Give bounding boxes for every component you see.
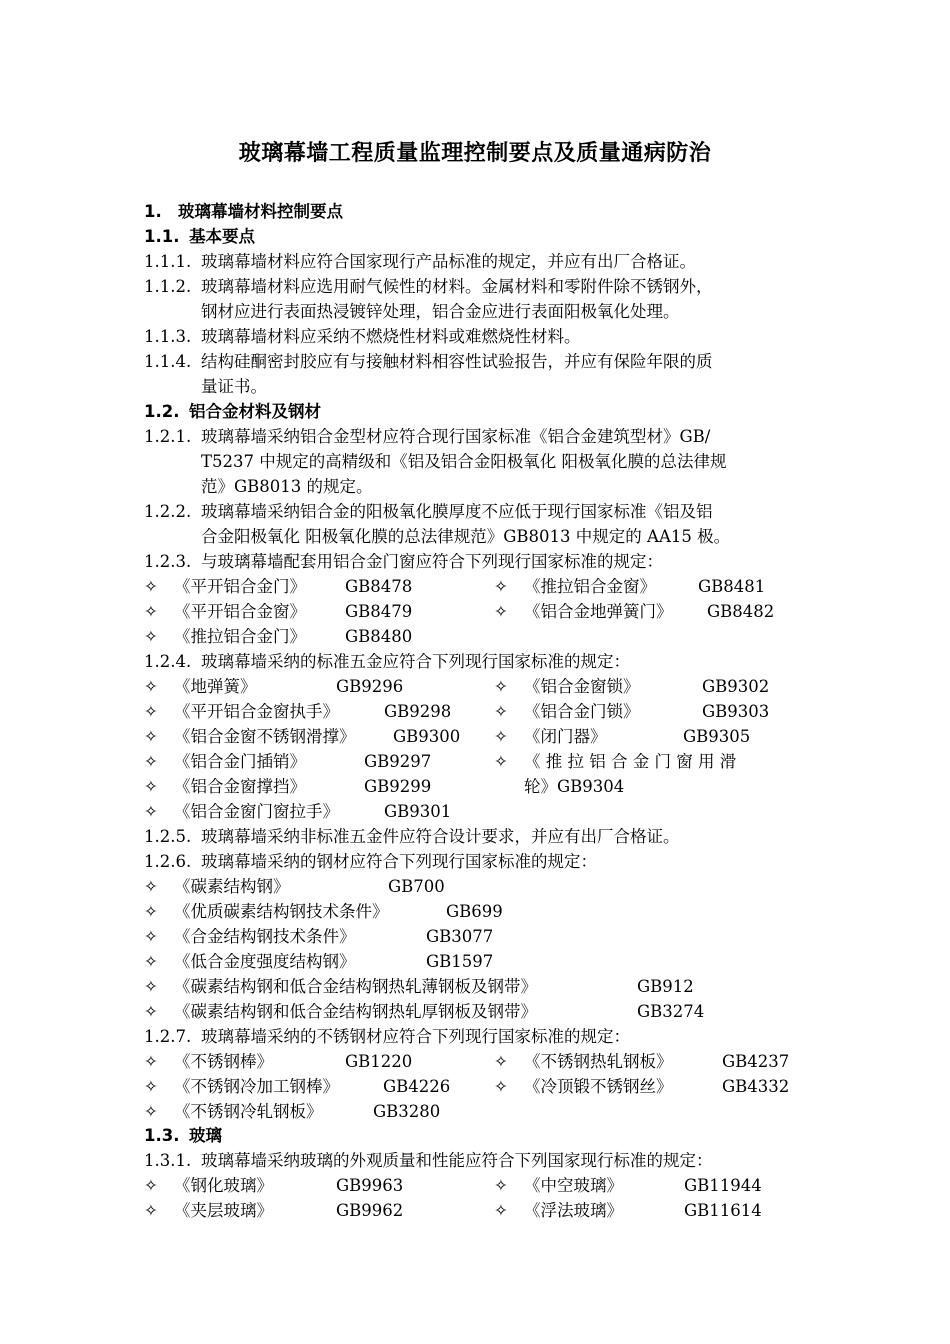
standard-name: 《不锈钢棒》 [174,1052,273,1071]
clause-number: 1.2.7. [144,1027,192,1046]
standard-code: GB9301 [384,802,452,821]
clause-text: 与玻璃幕墙配套用铝合金门窗应符合下列现行国家标准的规定： [201,552,663,571]
standard-list-item [144,699,484,724]
bullet-icon: ✧ [494,677,508,696]
bullet-icon: ✧ [144,752,158,771]
section-title: 基本要点 [189,227,255,246]
standard-name: 《铝合金窗撑挡》 [174,777,306,796]
page-title: 玻璃幕墙工程质量监理控制要点及质量通病防治 [238,141,712,166]
clause-number: 1.2.4. [144,652,192,671]
standard-code: GB11944 [684,1176,762,1195]
bullet-icon: ✧ [144,577,158,596]
standard-name: 《铝合金窗锁》 [524,677,640,696]
standard-code: GB8479 [345,602,413,621]
clause-text: 玻璃幕墙材料应选用耐气候性的材料。金属材料和零附件除不锈钢外， [201,277,713,296]
clause-text: 玻璃幕墙采纳的标准五金应符合下列现行国家标准的规定： [201,652,630,671]
bullet-icon: ✧ [144,602,158,621]
bullet-icon: ✧ [494,1052,508,1071]
clause-text: 玻璃幕墙材料应采纳不燃烧性材料或难燃烧性材料。 [201,327,581,346]
bullet-icon: ✧ [494,1176,508,1195]
clause-text: 玻璃幕墙采纳铝合金的阳极氧化膜厚度不应低于现行国家标准《铝及铝 [201,502,713,521]
standard-list-item [144,774,484,799]
standard-list-item [494,1074,806,1099]
standard-list-item [144,974,806,999]
standard-name: 《铝合金窗不锈钢滑撑》 [174,727,356,746]
standard-code: GB9963 [336,1176,404,1195]
bullet-icon: ✧ [494,1201,508,1220]
clause-1-2-3 [144,549,806,574]
standard-name: 《中空玻璃》 [524,1176,623,1195]
section-number: 1.2. [144,402,180,421]
standard-name: 《合金结构钢技术条件》 [174,927,356,946]
clause-continuation: 合金阳极氧化 阳极氧化膜的总法律规范》GB8013 中规定的 AA15 极。 [201,527,731,546]
bullet-icon: ✧ [144,927,158,946]
section-title: 玻璃 [189,1126,222,1145]
clause-text: 玻璃幕墙材料应符合国家现行产品标准的规定，并应有出厂合格证。 [201,252,696,271]
clause-text: 玻璃幕墙采纳的钢材应符合下列现行国家标准的规定： [201,852,597,871]
standard-code: GB9962 [336,1201,404,1220]
standard-code: GB912 [637,977,694,996]
standard-code: GB4226 [383,1077,451,1096]
clause-text: 玻璃幕墙采纳玻璃的外观质量和性能应符合下列国家现行标准的规定： [201,1151,713,1170]
standard-code: GB4237 [722,1052,790,1071]
standard-code: GB3274 [637,1002,705,1021]
standard-name: 《平开铝合金门》 [174,577,306,596]
standard-list-item [144,674,484,699]
standard-name: 《夹层玻璃》 [174,1201,273,1220]
bullet-icon: ✧ [144,952,158,971]
standard-list-item [144,624,484,649]
standard-list-item [144,874,806,899]
section-number: 1. [144,202,162,221]
standard-list-item [144,924,806,949]
bullet-icon: ✧ [494,752,508,771]
standard-name: 《不锈钢冷加工钢棒》 [174,1077,339,1096]
standard-name: 《铝合金窗门窗拉手》 [174,802,339,821]
clause-number: 1.1.1. [144,252,192,271]
standard-name: 《不锈钢冷轧钢板》 [174,1102,323,1121]
standard-code: GB700 [388,877,445,896]
clause-continuation: 钢材应进行表面热浸镀锌处理，铝合金应进行表面阳极氧化处理。 [201,302,680,321]
standard-name: 《平开铝合金窗执手》 [174,702,339,721]
standard-code: GB8481 [698,577,766,596]
standard-name: 《铝合金地弹簧门》 [524,602,673,621]
standard-list-item [144,1074,484,1099]
standard-code: GB9303 [702,702,770,721]
clause-number: 1.2.1. [144,427,192,446]
standard-name: 《平开铝合金窗》 [174,602,306,621]
section-number: 1.1. [144,227,180,246]
standard-name: 《冷顶锻不锈钢丝》 [524,1077,673,1096]
bullet-icon: ✧ [144,777,158,796]
bullet-icon: ✧ [144,727,158,746]
standard-list-item [494,1049,806,1074]
standard-name: 《推拉铝合金窗》 [524,577,656,596]
section-heading-1-1 [144,224,806,249]
standard-code: GB8480 [345,627,413,646]
bullet-icon: ✧ [144,1052,158,1071]
bullet-icon: ✧ [144,1002,158,1021]
standard-list-item [494,599,806,624]
clause-1-2-6 [144,849,806,874]
clause-1-3-1 [144,1148,806,1173]
standard-list-item [144,949,806,974]
clause-number: 1.2.5. [144,827,192,846]
clause-1-2-2 [144,499,806,524]
standard-list-item [144,799,484,824]
clause-continuation: 范》GB8013 的规定。 [201,477,373,496]
standard-name: 《浮法玻璃》 [524,1201,623,1220]
bullet-icon: ✧ [144,902,158,921]
clause-text: 玻璃幕墙采纳的不锈钢材应符合下列现行国家标准的规定： [201,1027,630,1046]
standard-code: GB699 [446,902,503,921]
standard-list-item [144,899,806,924]
standard-list-item [144,1173,484,1198]
standard-code: GB8478 [345,577,413,596]
standard-list-item-continuation: 轮》GB9304 [524,777,625,796]
standard-list-item [144,724,484,749]
bullet-icon: ✧ [494,702,508,721]
standard-list-item [494,674,806,699]
standard-code: GB9305 [683,727,751,746]
standard-name: 《不锈钢热轧钢板》 [524,1052,673,1071]
standard-name: 《 推 拉 铝 合 金 门 窗 用 滑 [524,752,737,771]
standard-name: 《碳素结构钢和低合金结构钢热轧薄钢板及钢带》 [174,977,537,996]
section-title: 玻璃幕墙材料控制要点 [178,202,343,221]
standard-list-item [144,1099,484,1124]
clause-1-2-4 [144,649,806,674]
standard-list-item [494,699,806,724]
standard-code: GB3077 [426,927,494,946]
standard-code: GB9297 [364,752,432,771]
bullet-icon: ✧ [144,1102,158,1121]
section-number: 1.3. [144,1126,180,1145]
bullet-icon: ✧ [494,1077,508,1096]
section-heading-1-3 [144,1123,806,1148]
bullet-icon: ✧ [144,677,158,696]
standard-code: GB3280 [373,1102,441,1121]
clause-number: 1.2.2. [144,502,192,521]
standard-code: GB9300 [393,727,461,746]
clause-number: 1.2.6. [144,852,192,871]
bullet-icon: ✧ [144,877,158,896]
standard-list-item [494,574,806,599]
standard-name: 《闭门器》 [524,727,607,746]
standard-name: 《优质碳素结构钢技术条件》 [174,902,389,921]
standard-code: GB9302 [702,677,770,696]
section-heading-1-2 [144,399,806,424]
section-title: 铝合金材料及钢材 [189,402,321,421]
bullet-icon: ✧ [144,1176,158,1195]
clause-text: 结构硅酮密封胶应有与接触材料相容性试验报告，并应有保险年限的质 [201,352,713,371]
standard-list-item [144,749,484,774]
clause-text: 玻璃幕墙采纳非标准五金件应符合设计要求，并应有出厂合格证。 [201,827,680,846]
standard-code: GB1597 [426,952,494,971]
standard-name: 《铝合金门插销》 [174,752,306,771]
standard-name: 《低合金度强度结构钢》 [174,952,356,971]
clause-1-2-1 [144,424,806,449]
standard-code: GB9298 [384,702,452,721]
bullet-icon: ✧ [144,1201,158,1220]
clause-1-1-4 [144,349,806,374]
bullet-icon: ✧ [144,702,158,721]
clause-text: 玻璃幕墙采纳铝合金型材应符合现行国家标准《铝合金建筑型材》GB/ [201,427,711,446]
standard-code: GB9296 [336,677,404,696]
standard-name: 《碳素结构钢和低合金结构钢热轧厚钢板及钢带》 [174,1002,537,1021]
standard-code: GB11614 [684,1201,762,1220]
bullet-icon: ✧ [494,727,508,746]
section-heading-1 [144,199,806,224]
standard-list-item [494,1198,806,1223]
clause-1-1-2 [144,274,806,299]
clause-continuation: T5237 中规定的高精级和《铝及铝合金阳极氧化 阳极氧化膜的总法律规 [201,452,727,471]
standard-name: 《碳素结构钢》 [174,877,290,896]
clause-number: 1.3.1. [144,1151,192,1170]
clause-continuation: 量证书。 [201,377,267,396]
clause-number: 1.1.4. [144,352,192,371]
standard-list-item [144,599,484,624]
clause-1-2-5 [144,824,806,849]
bullet-icon: ✧ [144,802,158,821]
standard-name: 《钢化玻璃》 [174,1176,273,1195]
clause-1-1-3 [144,324,806,349]
standard-name: 《铝合金门锁》 [524,702,640,721]
bullet-icon: ✧ [144,977,158,996]
standard-name: 《地弹簧》 [174,677,257,696]
bullet-icon: ✧ [144,627,158,646]
standard-code: GB1220 [345,1052,413,1071]
standard-code: GB9299 [364,777,432,796]
standard-list-item [144,999,806,1024]
bullet-icon: ✧ [494,602,508,621]
standard-list-item [144,1198,484,1223]
clause-number: 1.2.3. [144,552,192,571]
standard-list-item [144,1049,484,1074]
standard-list-item [494,724,806,749]
clause-1-1-1 [144,249,806,274]
standard-list-item [494,749,806,774]
clause-1-2-7 [144,1024,806,1049]
standard-code: GB4332 [722,1077,790,1096]
bullet-icon: ✧ [144,1077,158,1096]
bullet-icon: ✧ [494,577,508,596]
standard-code: GB8482 [707,602,775,621]
standard-list-item [494,1173,806,1198]
standard-name: 《推拉铝合金门》 [174,627,306,646]
standard-list-item [144,574,484,599]
clause-number: 1.1.3. [144,327,192,346]
clause-number: 1.1.2. [144,277,192,296]
